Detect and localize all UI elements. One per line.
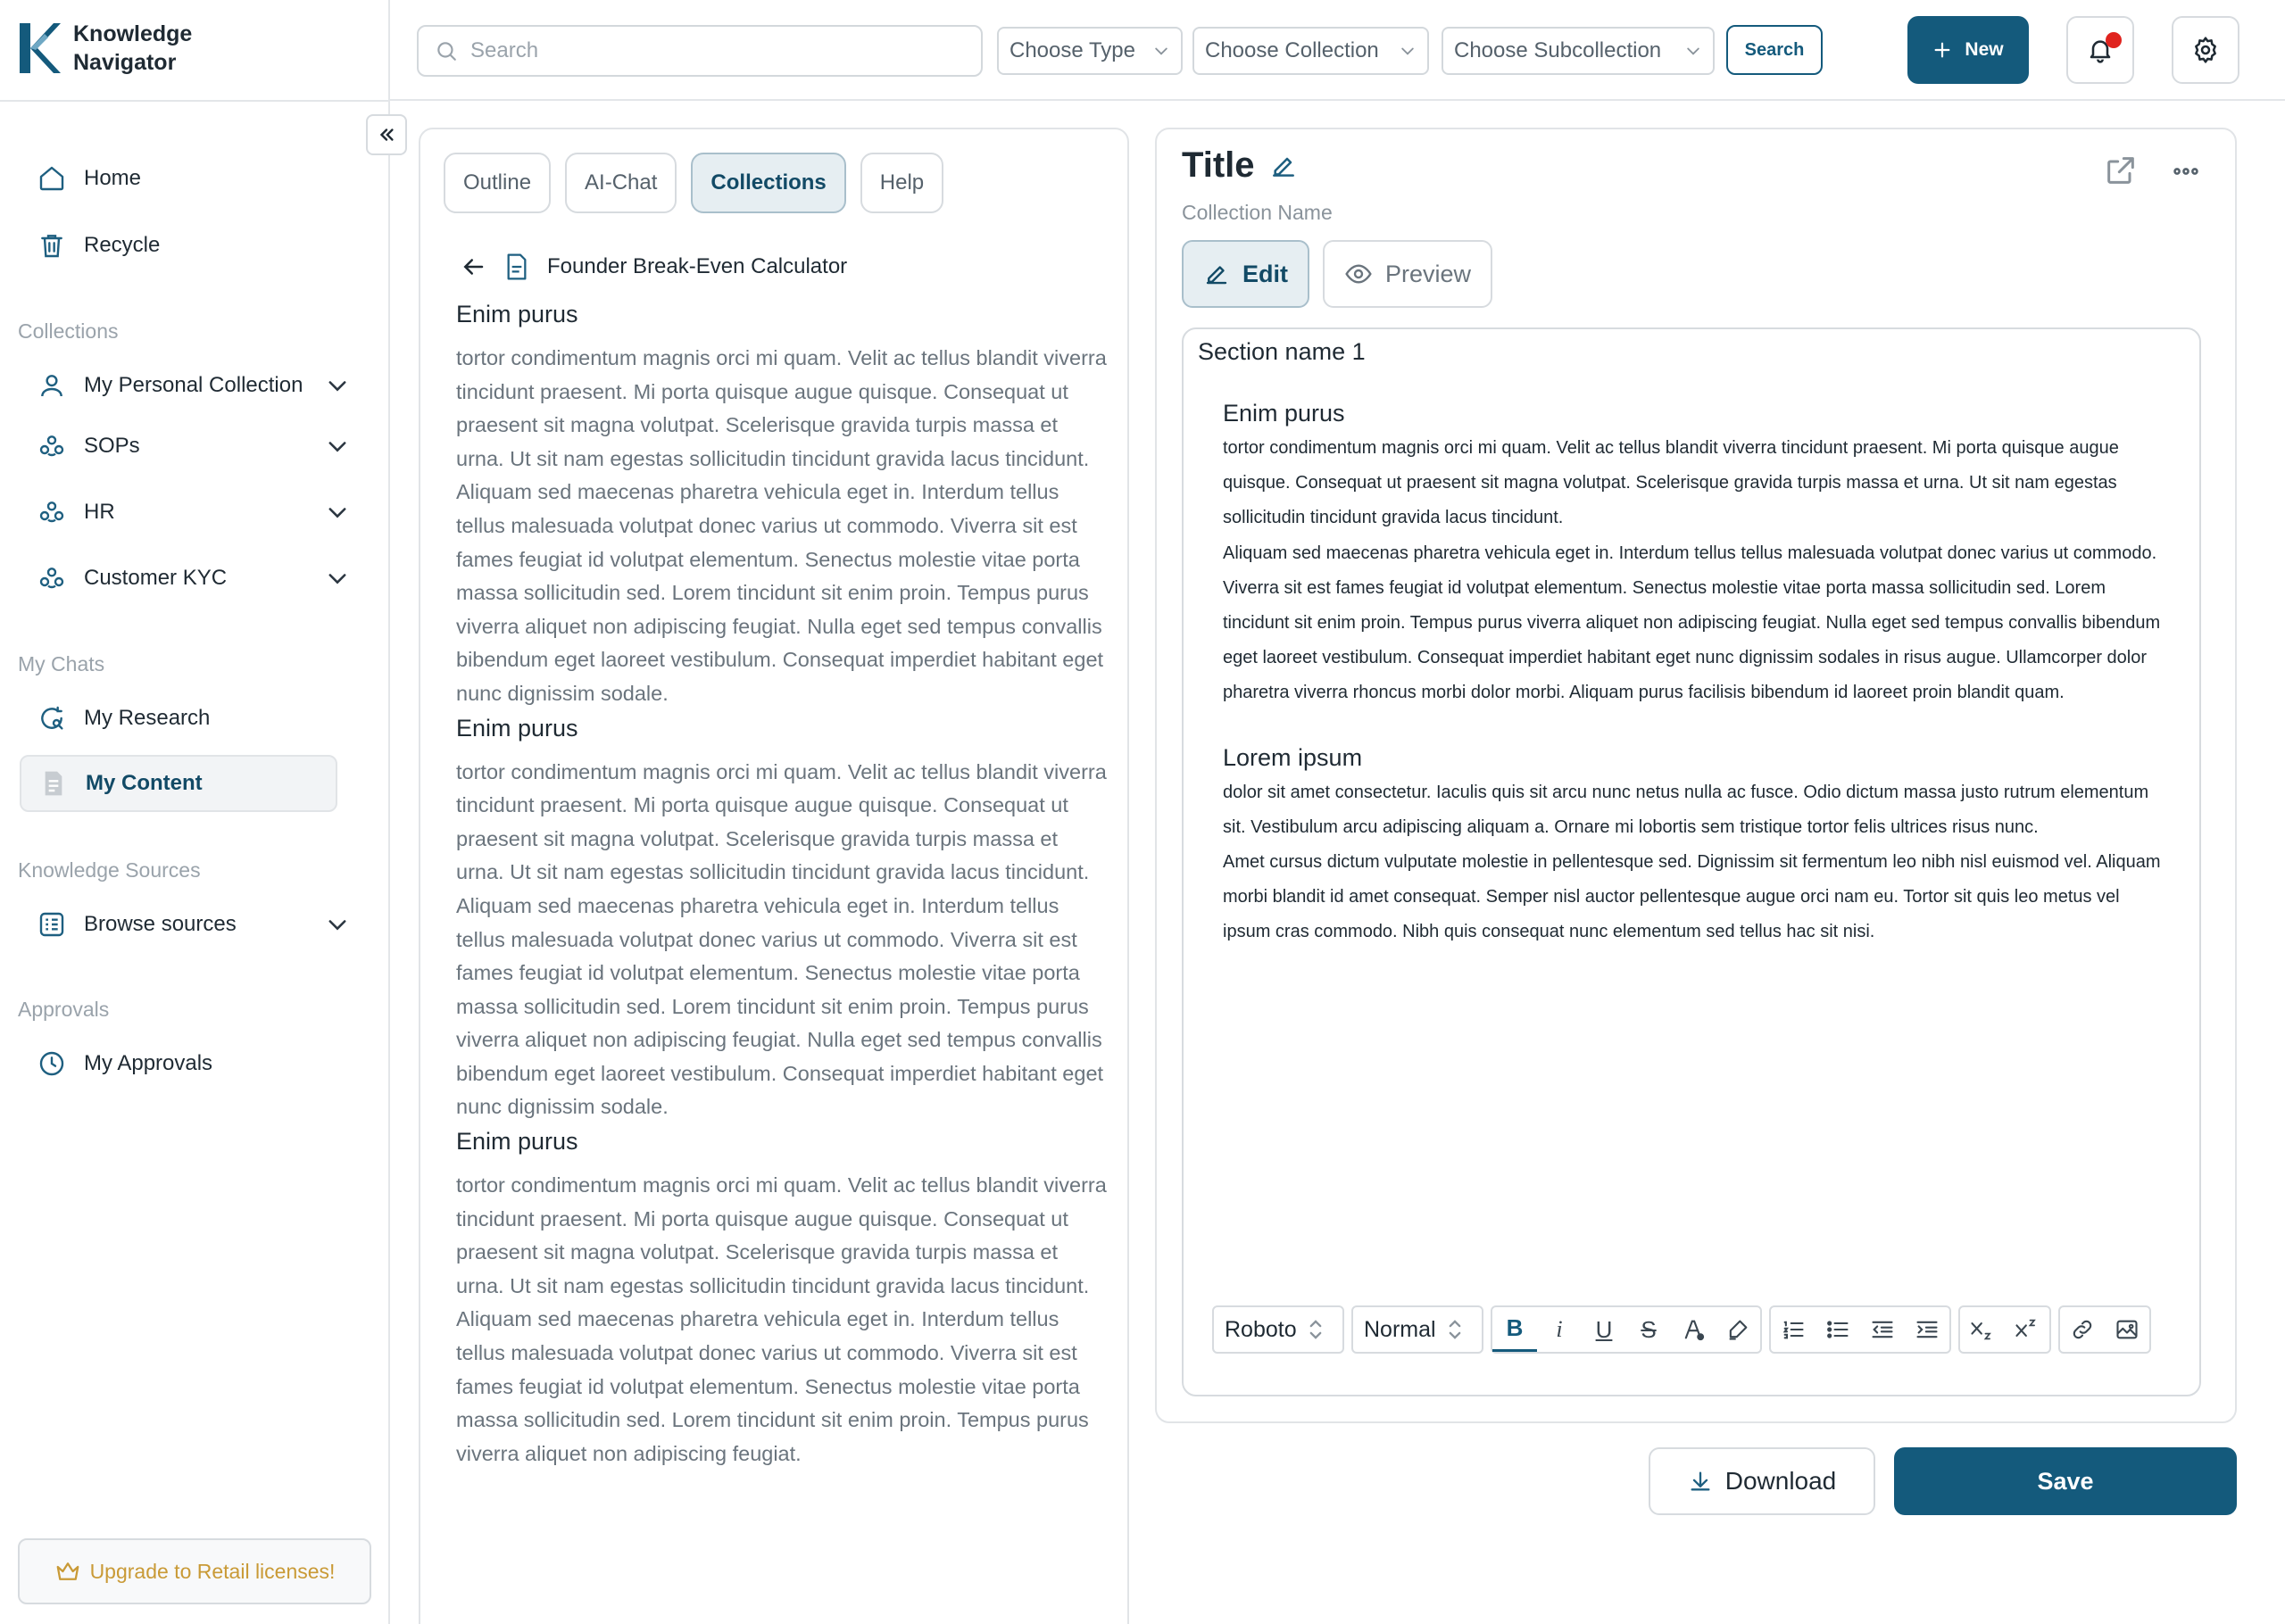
collection-name: Collection Name [1182,201,1333,224]
sidebar-item-label: Home [84,166,142,190]
more-options-icon[interactable] [2171,156,2201,186]
editor-content[interactable] [1223,397,2169,981]
content-block [1223,742,2169,950]
text-format-group [1491,1305,1762,1354]
section-paragraph: tortor condimentum magnis orci mi quam. Velit ac tellus blandit viverra tincidunt praesent. Mi porta quisque augue quisque. Consequat ut praesent sit magna volutpat. Scelerisque gravida turpis massa et urna. Ut sit nam egestas sollicitudin tincidunt gravida lacus tincidunt. [456,759,1107,884]
block-paragraph: Amet cursus dictum vulputate molestie in pellentesque sed. Dignissim sit fermentum leo nibh nisl euismod vel. Aliquam morbi blandit id amet consequat. Semper nisl auctor pellentesque augue orci nam eu. Tortor sit quis leo metus vel ipsum cras commodo. Nibh quis consequat nunc elementum sed tellus hac sit nisi. [1223,852,2161,942]
tab-collections[interactable]: Collections [691,153,845,213]
edit-label: Edit [1242,260,1288,287]
bullet-list-icon [1825,1317,1850,1342]
tab-ai-chat[interactable]: AI-Chat [565,153,677,213]
document-title: Founder Break-Even Calculator [547,254,848,278]
section-label-knowledge-sources: Knowledge Sources [18,858,201,882]
highlight-button[interactable] [1716,1307,1760,1352]
indent-button[interactable] [1905,1307,1949,1352]
eye-icon [1344,260,1373,288]
subscript-button[interactable] [1960,1307,2005,1352]
document-section [456,299,1108,711]
group-icon [36,430,68,462]
type-select-value: Choose Type [1010,38,1135,62]
search-input[interactable] [417,25,983,77]
font-family-select[interactable] [1212,1305,1344,1354]
knowledge-navigator-logo-icon [18,21,61,75]
crown-icon [54,1558,81,1585]
brand-name [73,20,207,77]
sidebar-item-label: My Personal Collection [84,373,303,397]
text-color-icon [1681,1317,1706,1342]
subscript-icon [1969,1317,1996,1342]
strikethrough-button[interactable]: S [1641,1315,1657,1343]
upgrade-license-button[interactable] [18,1538,371,1604]
arrow-left-icon[interactable] [460,253,486,280]
notification-badge [2106,32,2122,48]
tab-help[interactable]: Help [860,153,943,213]
collections-panel [419,128,1129,1624]
preview-label: Preview [1385,260,1472,287]
edit-mode-button[interactable] [1182,240,1309,308]
type-select[interactable] [997,27,1183,75]
brand-line-2: Navigator [73,50,177,75]
section-heading: Enim purus [456,1128,578,1156]
sidebar-item-customer-kyc[interactable] [20,550,359,607]
editor-panel [1155,128,2237,1423]
sidebar-item-label: My Content [86,771,203,795]
sidebar-item-home[interactable] [20,150,359,207]
section-paragraph: Aliquam sed maecenas pharetra vehicula eget in. Interdum tellus tellus malesuada volutpat donec varius ut commodo. Viverra sit est fames feugiat id volutpat elementum. Senectus molestie vitae porta massa sollicitudin sed. Lorem tincidunt sit enim proin. Tempus purus viverra aliquet non adipiscing feugiat. Nulla eget sed tempus convallis bibendum eget laoreet vestibulum. Consequat imperdiet habitant eget nunc dignissim sodale. [456,893,1104,1119]
gear-icon [2191,36,2220,64]
save-button[interactable]: Save [1894,1447,2237,1515]
chevron-down-icon[interactable] [325,434,350,459]
search-button[interactable]: Search [1726,25,1823,75]
section-name: Section name 1 [1198,338,1366,365]
insert-image-button[interactable] [2105,1307,2149,1352]
sidebar-item-label: My Research [84,706,211,730]
section-paragraph: Aliquam sed maecenas pharetra vehicula eget in. Interdum tellus tellus malesuada volutpat donec varius ut commodo. Viverra sit est fames feugiat id volutpat elementum. Senectus molestie vitae porta massa sollicitudin sed. Lorem tincidunt sit enim proin. Tempus purus viverra aliquet non adipiscing feugiat. Nulla eget sed tempus convallis bibendum eget laoreet vestibulum. Consequat imperdiet habitant eget nunc dignissim sodale. [456,480,1104,705]
sidebar [0,0,390,1624]
indent-icon [1915,1317,1940,1342]
block-heading: Enim purus [1223,400,1345,427]
divider [0,100,390,102]
text-style-value: Normal [1364,1316,1436,1342]
group-icon [36,562,68,594]
chevron-down-icon [1684,42,1702,60]
bold-button[interactable]: B [1492,1307,1537,1352]
chevron-down-icon [1399,42,1417,60]
italic-button[interactable]: i [1556,1316,1563,1342]
text-color-button[interactable] [1671,1307,1716,1352]
insert-link-button[interactable] [2060,1307,2105,1352]
new-button[interactable] [1907,16,2029,84]
block-heading: Lorem ipsum [1223,743,1363,771]
chevron-down-icon[interactable] [325,566,350,591]
document-section [456,1126,1108,1471]
chevron-down-icon[interactable] [325,500,350,525]
brand-logo[interactable] [18,20,207,77]
sidebar-item-recycle[interactable] [20,217,359,274]
section-heading: Enim purus [456,301,578,327]
download-button[interactable] [1649,1447,1875,1515]
subcollection-select[interactable] [1442,27,1715,75]
ordered-list-icon [1781,1317,1806,1342]
up-down-chevron-icon [1308,1318,1324,1341]
sidebar-item-label: SOPs [84,434,140,458]
outdent-icon [1870,1317,1895,1342]
title-row [1182,145,1298,186]
double-chevron-left-icon [377,125,396,145]
sidebar-item-label: HR [84,500,115,524]
sidebar-item-label: Customer KYC [84,566,228,590]
chevron-down-icon[interactable] [325,912,350,937]
sidebar-item-label: My Approvals [84,1051,213,1075]
up-down-chevron-icon [1447,1318,1463,1341]
download-icon [1688,1469,1713,1494]
document-header [460,253,847,281]
panel-tabs [444,153,943,213]
pencil-icon [1203,261,1230,287]
block-paragraph: Aliquam sed maecenas pharetra vehicula eget in. Interdum tellus tellus malesuada volutpat donec varius ut commodo. Viverra sit est fames feugiat id volutpat elementum. Senectus molestie vitae porta massa sollicitudin sed. Lorem tincidunt sit enim proin. Tempus purus viverra aliquet non adipiscing feugiat. Nulla eget sed tempus convallis bibendum eget laoreet vestibulum. Consequat imperdiet habitant eget nunc dignissim sodales in risus augue. Ullamcorper dolor pharetra viverra rhoncus morbi dolor morbi. Aliquam purus facilisis bibendum id laoreet proin blandit quam. [1223,543,2161,703]
rich-text-editor[interactable] [1182,327,2201,1396]
image-icon [2115,1317,2140,1342]
preview-mode-button[interactable] [1323,240,1492,308]
subcollection-select-value: Choose Subcollection [1454,38,1662,62]
section-paragraph: tortor condimentum magnis orci mi quam. Velit ac tellus blandit viverra tincidunt praesent. Mi porta quisque augue quisque. Consequat ut praesent sit magna volutpat. Scelerisque gravida turpis massa et urna. Ut sit nam egestas sollicitudin tincidunt gravida lacus tincidunt. [456,1173,1107,1297]
section-heading: Enim purus [456,714,578,742]
section-paragraph: Aliquam sed maecenas pharetra vehicula eget in. Interdum tellus tellus malesuada volutpat donec varius ut commodo. Viverra sit est fames feugiat id volutpat elementum. Senectus molestie vitae porta massa sollicitudin sed. Lorem tincidunt sit enim proin. Tempus purus viverra aliquet non adipiscing feugiat. [456,1307,1089,1465]
group-icon [36,496,68,528]
sidebar-item-my-personal-collection[interactable] [20,357,359,414]
sidebar-item-label: Recycle [84,233,161,257]
upgrade-label: Upgrade to Retail licenses! [89,1559,336,1583]
trash-icon [36,229,68,261]
home-icon [36,162,68,195]
outdent-button[interactable] [1860,1307,1905,1352]
sidebar-item-browse-sources[interactable] [20,896,359,953]
script-format-group [1958,1305,2051,1354]
document-icon [37,767,70,800]
settings-button[interactable] [2172,16,2239,84]
block-paragraph: dolor sit amet consectetur. Iaculis quis sit arcu nunc netus nulla ac fusce. Odio dictum massa justo rutrum elementum sit. Vestibulum arcu adipiscing aliquam a. Ornare mi lobortis sem tristique tortor felis ultrices risus nunc. [1223,782,2149,837]
formatting-toolbar [1212,1305,2151,1354]
sidebar-item-sops[interactable] [20,418,359,475]
section-label-approvals: Approvals [18,998,110,1021]
document-title: Title [1182,145,1255,185]
tab-outline[interactable]: Outline [444,153,551,213]
external-link-icon[interactable] [2103,153,2139,188]
section-label-collections: Collections [18,319,119,343]
collection-select[interactable] [1192,27,1429,75]
section-paragraph: tortor condimentum magnis orci mi quam. Velit ac tellus blandit viverra tincidunt praesent. Mi porta quisque augue quisque. Consequat ut praesent sit magna volutpat. Scelerisque gravida turpis massa et urna. Ut sit nam egestas sollicitudin tincidunt gravida lacus tincidunt. [456,346,1107,470]
search-placeholder: Search [470,38,539,62]
sidebar-item-label: Browse sources [84,912,237,936]
block-paragraph: tortor condimentum magnis orci mi quam. Velit ac tellus blandit viverra tincidunt praesent. Mi porta quisque augue quisque. Consequat ut praesent sit magna volutpat. Scelerisque gravida turpis massa et urna. Ut sit nam egestas sollicitudin tincidunt gravida lacus tincidunt. [1223,438,2119,528]
chevron-down-icon [1152,42,1170,60]
highlighter-icon [1725,1317,1750,1342]
sidebar-item-my-content[interactable] [20,755,337,812]
pencil-icon[interactable] [1269,152,1298,180]
list-format-group [1769,1305,1951,1354]
brand-line-1: Knowledge [73,21,193,46]
superscript-button[interactable] [2005,1307,2049,1352]
sidebar-item-my-research[interactable] [20,690,359,747]
collapse-sidebar-button[interactable] [366,114,407,155]
bullet-list-button[interactable] [1816,1307,1860,1352]
person-icon [36,369,68,402]
document-icon [503,253,531,281]
link-icon [2070,1317,2095,1342]
content-block [1223,397,2169,711]
plus-icon [1932,40,1952,60]
grid-list-icon [36,908,68,940]
top-bar [390,0,2285,101]
insert-group [2058,1305,2151,1354]
search-icon [435,39,458,62]
document-section [456,713,1108,1125]
new-button-label: New [1965,39,2004,60]
refresh-search-icon [36,702,68,734]
collection-select-value: Choose Collection [1205,38,1379,62]
ordered-list-button[interactable] [1771,1307,1816,1352]
font-family-value: Roboto [1225,1316,1297,1342]
notifications-button[interactable] [2066,16,2134,84]
underline-button[interactable]: U [1595,1315,1613,1343]
sidebar-item-hr[interactable] [20,484,359,541]
chevron-down-icon[interactable] [325,373,350,398]
section-label-my-chats: My Chats [18,652,105,675]
clock-icon [36,1048,68,1080]
sidebar-item-my-approvals[interactable] [20,1035,359,1092]
text-style-select[interactable] [1351,1305,1483,1354]
superscript-icon [2014,1317,2040,1342]
download-label: Download [1724,1467,1837,1495]
document-body [456,299,1108,1472]
